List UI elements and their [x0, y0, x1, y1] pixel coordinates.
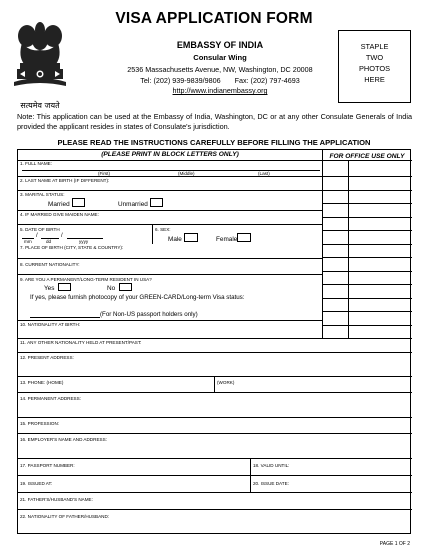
- staple-line: HERE: [364, 75, 385, 84]
- staple-line: PHOTOS: [358, 64, 391, 73]
- jurisdiction-note: Note: This application can be used at the Embassy of India, Washington, DC or at any other Consulate Generals of India provided the applicant resides in states of Consulate's jurisdiction.: [17, 112, 412, 131]
- dob-mm: mm: [24, 239, 32, 244]
- unmarried-checkbox[interactable]: [150, 198, 163, 207]
- emblem-motto: सत्यमेव जयते: [20, 101, 60, 110]
- label-issue-date: 20. ISSUE DATE:: [253, 481, 289, 486]
- emblem-image: [10, 16, 70, 114]
- label-permanent-address: 14. PERMANENT ADDRESS:: [20, 396, 81, 401]
- green-card-input[interactable]: [30, 317, 100, 318]
- dob-separator: /: [61, 233, 63, 239]
- label-other-nationality: 11. ANY OTHER NATIONALITY HELD AT PRESENT/PAST:: [20, 340, 142, 345]
- unmarried-label: Unmarried: [118, 201, 148, 208]
- married-checkbox[interactable]: [72, 198, 85, 207]
- contact-line: [70, 76, 370, 85]
- resident-no-checkbox[interactable]: [119, 283, 132, 291]
- label-valid-until: 18. VALID UNTIL:: [253, 463, 290, 468]
- dob-yyyy: yyyy: [79, 239, 89, 244]
- label-employer: 16. EMPLOYER'S NAME AND ADDRESS:: [20, 437, 107, 442]
- label-full-name: 1. FULL NAME:: [20, 161, 52, 166]
- male-label: Male: [168, 236, 182, 243]
- label-date-of-birth: 5. DATE OF BIRTH: [20, 227, 60, 232]
- label-sex: 6. SEX:: [155, 227, 171, 232]
- staple-line: STAPLE: [360, 42, 389, 51]
- non-us-note: (For Non-US passport holders only): [100, 311, 198, 318]
- label-profession: 15. PROFESSION:: [20, 421, 60, 426]
- male-checkbox[interactable]: [184, 233, 198, 242]
- female-checkbox[interactable]: [237, 233, 251, 242]
- green-card-instruction: If yes, please furnish photocopy of your GREEN-CARD/Long-term Visa status:: [30, 294, 245, 301]
- page-number: PAGE 1 OF 2: [379, 541, 410, 547]
- resident-no-label: No: [107, 285, 116, 292]
- staple-line: TWO: [365, 53, 384, 62]
- label-last-name-at-birth: 2. LAST NAME AT BIRTH (IF DIFFERENT):: [20, 178, 110, 183]
- embassy-url[interactable]: http://www.indianembassy.org: [172, 86, 268, 95]
- label-marital-status: 3. MARITAL STATUS:: [20, 192, 65, 197]
- label-maiden-name: 4. IF MARRIED GIVE MAIDEN NAME:: [20, 212, 99, 217]
- label-nationality-at-birth: 10. NATIONALITY AT BIRTH:: [20, 322, 81, 327]
- full-name-middle: (Middle): [178, 171, 195, 176]
- label-current-nationality: 8. CURRENT NATIONALITY:: [20, 262, 80, 267]
- label-passport-number: 17. PASSPORT NUMBER:: [20, 463, 75, 468]
- label-father-husband-name: 21. FATHER'S/HUSBAND'S NAME:: [20, 497, 93, 502]
- resident-yes-label: Yes: [44, 285, 55, 292]
- fax: Fax: (202) 797-4693: [234, 76, 300, 85]
- label-father-husband-nationality: 22. NATIONALITY OF FATHER/HUSBAND:: [20, 514, 110, 519]
- full-name-first: (First): [98, 171, 110, 176]
- dob-dd: dd: [46, 239, 52, 244]
- application-form: [17, 149, 411, 534]
- label-present-address: 12. PRESENT ADDRESS:: [20, 355, 74, 360]
- full-name-input[interactable]: [22, 170, 320, 171]
- embassy-name: EMBASSY OF INDIA: [176, 40, 264, 50]
- office-use-heading: FOR OFFICE USE ONLY: [329, 153, 405, 160]
- consular-wing: Consular Wing: [193, 53, 247, 62]
- block-letters-note: (PLEASE PRINT IN BLOCK LETTERS ONLY): [101, 151, 239, 158]
- label-permanent-resident: 9. ARE YOU A PERMANENT/LONG-TERM RESIDENT IN USA?: [20, 277, 152, 282]
- embassy-address: 2536 Massachusetts Avenue, NW, Washington, DC 20008: [127, 65, 313, 74]
- married-label: Married: [48, 201, 70, 208]
- form-title: VISA APPLICATION FORM: [115, 10, 313, 27]
- resident-yes-checkbox[interactable]: [58, 283, 71, 291]
- telephone: Tel: (202) 939-9839/9806: [140, 76, 221, 85]
- label-issued-at: 19. ISSUED AT:: [20, 481, 53, 486]
- female-label: Female: [216, 236, 238, 243]
- photo-staple-box: [338, 30, 411, 103]
- instructions-heading: PLEASE READ THE INSTRUCTIONS CAREFULLY BEFORE FILLING THE APPLICATION: [57, 138, 371, 147]
- label-home-phone: 13. PHONE: (HOME): [20, 380, 64, 385]
- full-name-last: (Last): [258, 171, 270, 176]
- label-work-phone: (WORK): [217, 380, 235, 385]
- dob-separator: /: [36, 233, 38, 239]
- label-place-of-birth: 7. PLACE OF BIRTH (CITY, STATE & COUNTRY):: [20, 245, 124, 250]
